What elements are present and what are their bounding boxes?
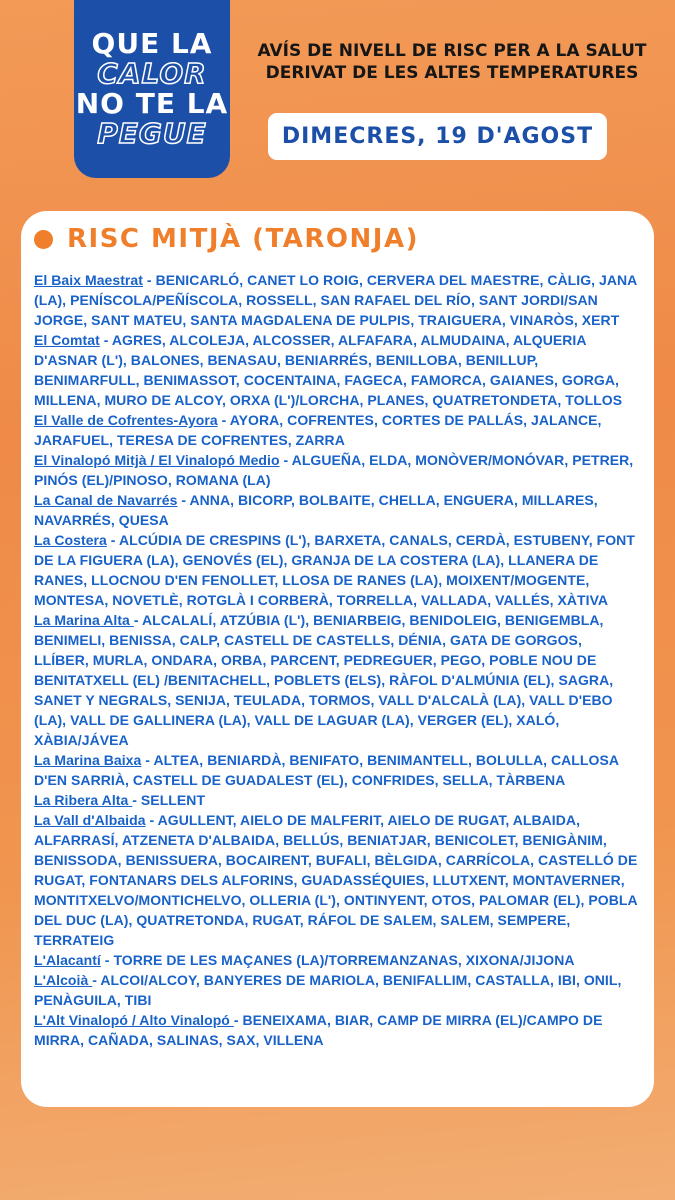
region-separator: - [132, 792, 141, 808]
campaign-logo [74, 0, 230, 178]
region-entry [34, 490, 640, 530]
risk-card [21, 211, 654, 1107]
region-entry [34, 410, 640, 450]
title-line-2: DERIVAT DE LES ALTES TEMPERATURES [265, 63, 639, 83]
region-separator: - [177, 492, 190, 508]
region-link[interactable]: La Canal de Navarrés [34, 492, 178, 508]
risk-dot-icon [34, 230, 53, 249]
region-link[interactable]: La Vall d'Albaida [34, 812, 146, 828]
region-link[interactable]: La Costera [34, 532, 107, 548]
region-entry [34, 1010, 640, 1050]
region-separator: - [133, 612, 142, 628]
region-link[interactable]: L'Alacantí [34, 952, 101, 968]
region-separator: - [92, 972, 101, 988]
region-towns: BENICARLÓ, CANET LO ROIG, CERVERA DEL MAESTRE, CÀLIG, JANA (LA), PENÍSCOLA/PEÑÍSCOLA, ROSSELL, SAN RAFAEL DEL RÍO, SANT JORDI/SAN JORGE, SANT MATEU, SANTA MAGDALENA DE PULPIS, TRAIGUERA, VINARÒS, XERT [34, 272, 637, 328]
region-towns: AGRES, ALCOLEJA, ALCOSSER, ALFAFARA, ALMUDAINA, ALQUERIA D'ASNAR (L'), BALONES, BENASAU, BENIARRÉS, BENILLOBA, BENILLUP, BENIMARFULL, BENIMASSOT, COCENTAINA, FAGECA, FAMORCA, GAIANES, GORGA, MILLENA, MURO DE ALCOY, ORXA (L')/LORCHA, PLANES, QUATRETONDETA, TOLLOS [34, 332, 623, 408]
region-towns: ALTEA, BENIARDÀ, BENIFATO, BENIMANTELL, BOLULLA, CALLOSA D'EN SARRIÀ, CASTELL DE GUADALEST (EL), CONFRIDES, SELLA, TÀRBENA [34, 752, 619, 788]
region-link[interactable]: El Vinalopó Mitjà / El Vinalopó Medio [34, 452, 280, 468]
region-link[interactable]: El Comtat [34, 332, 100, 348]
region-separator: - [99, 332, 112, 348]
region-entry [34, 950, 640, 970]
region-towns: TORRE DE LES MAÇANES (LA)/TORREMANZANAS, XIXONA/JIJONA [113, 952, 575, 968]
region-link[interactable]: La Ribera Alta [34, 792, 133, 808]
region-towns: AYORA, COFRENTES, CORTES DE PALLÁS, JALANCE, JARAFUEL, TERESA DE COFRENTES, ZARRA [34, 412, 602, 448]
region-towns: SELLENT [140, 792, 206, 808]
region-separator: - [142, 272, 156, 288]
region-separator: - [106, 532, 119, 548]
region-link[interactable]: El Baix Maestrat [34, 272, 143, 288]
region-separator: - [217, 412, 230, 428]
logo-line-2: CALOR [97, 57, 207, 90]
title-line-1: AVÍS DE NIVELL DE RISC PER A LA SALUT [257, 41, 647, 61]
region-link[interactable]: L'Alcoià [34, 972, 93, 988]
logo-line-3: NO TE LA [75, 87, 229, 120]
region-entry [34, 330, 640, 410]
region-entry [34, 450, 640, 490]
region-link[interactable]: L'Alt Vinalopó / Alto Vinalopó [34, 1012, 234, 1028]
region-separator: - [100, 952, 114, 968]
risk-heading [34, 221, 640, 257]
region-entry [34, 750, 640, 790]
region-entry [34, 790, 640, 810]
date-badge [268, 113, 607, 160]
region-entry [34, 970, 640, 1010]
region-separator: - [145, 812, 158, 828]
region-towns: ALGUEÑA, ELDA, MONÒVER/MONÓVAR, PETRER, PINÓS (EL)/PINOSO, ROMANA (LA) [34, 452, 634, 488]
logo-line-1: QUE LA [91, 27, 213, 60]
region-entry [34, 530, 640, 610]
logo-line-4: PEGUE [97, 117, 207, 150]
region-entry [34, 610, 640, 750]
region-towns: ALCOI/ALCOY, BANYERES DE MARIOLA, BENIFALLIM, CASTALLA, IBI, ONIL, PENÀGUILA, TIBI [34, 972, 622, 1008]
region-towns: ALCÚDIA DE CRESPINS (L'), BARXETA, CANALS, CERDÀ, ESTUBENY, FONT DE LA FIGUERA (LA), GENOVÉS (EL), GRANJA DE LA COSTERA (LA), LLANERA DE RANES, LLOCNOU D'EN FENOLLET, LLOSA DE RANES (LA), MOIXENT/MOGENTE, MONTESA, NOVETLÈ, ROTGLÀ I CORBERÀ, TORRELLA, VALLADA, VALLÉS, XÀTIVA [34, 532, 635, 608]
region-link[interactable]: La Marina Baixa [34, 752, 142, 768]
region-separator: - [279, 452, 292, 468]
region-entry [34, 270, 640, 330]
region-entry [34, 810, 640, 950]
region-towns: ANNA, BICORP, BOLBAITE, CHELLA, ENGUERA, MILLARES, NAVARRÉS, QUESA [34, 492, 598, 528]
region-link[interactable]: La Marina Alta [34, 612, 134, 628]
region-separator: - [141, 752, 154, 768]
region-link[interactable]: El Valle de Cofrentes-Ayora [34, 412, 218, 428]
page-title [252, 40, 652, 84]
region-towns: BENEIXAMA, BIAR, CAMP DE MIRRA (EL)/CAMPO DE MIRRA, CAÑADA, SALINAS, SAX, VILLENA [34, 1012, 603, 1048]
region-separator: - [233, 1012, 243, 1028]
date-label: DIMECRES, 19 D'AGOST [281, 124, 594, 149]
risk-title: RISC MITJÀ (TARONJA) [67, 224, 419, 254]
region-list [34, 270, 640, 1050]
region-towns: ALCALALÍ, ATZÚBIA (L'), BENIARBEIG, BENIDOLEIG, BENIGEMBLA, BENIMELI, BENISSA, CALP, CASTELL DE CASTELLS, DÉNIA, GATA DE GORGOS, LLÍBER, MURLA, ONDARA, ORBA, PARCENT, PEDREGUER, PEGO, POBLE NOU DE BENITATXELL (EL) /BENITACHELL, POBLETS (ELS), RÀFOL D'ALMÚNIA (EL), SAGRA, SANET Y NEGRALS, SENIJA, TEULADA, TORMOS, VALL D'ALCALÀ (LA), VALL D'EBO (LA), VALL DE GALLINERA (LA), VALL DE LAGUAR (LA), VERGER (EL), XALÓ, XÀBIA/JÁVEA [34, 612, 614, 748]
region-towns: AGULLENT, AIELO DE MALFERIT, AIELO DE RUGAT, ALBAIDA, ALFARRASÍ, ATZENETA D'ALBAIDA, BELLÚS, BENIATJAR, BENICOLET, BENIGÀNIM, BENISSODA, BENISSUERA, BOCAIRENT, BUFALI, BÈLGIDA, CARRÍCOLA, CASTELLÓ DE RUGAT, FONTANARS DELS ALFORINS, GUADASSÉQUIES, LLUTXENT, MONTAVERNER, MONTITXELVO/MONTICHELVO, OLLERIA (L'), ONTINYENT, OTOS, PALOMAR (EL), POBLA DEL DUC (LA), QUATRETONDA, RUGAT, RÁFOL DE SALEM, SALEM, SEMPERE, TERRATEIG [34, 812, 638, 948]
